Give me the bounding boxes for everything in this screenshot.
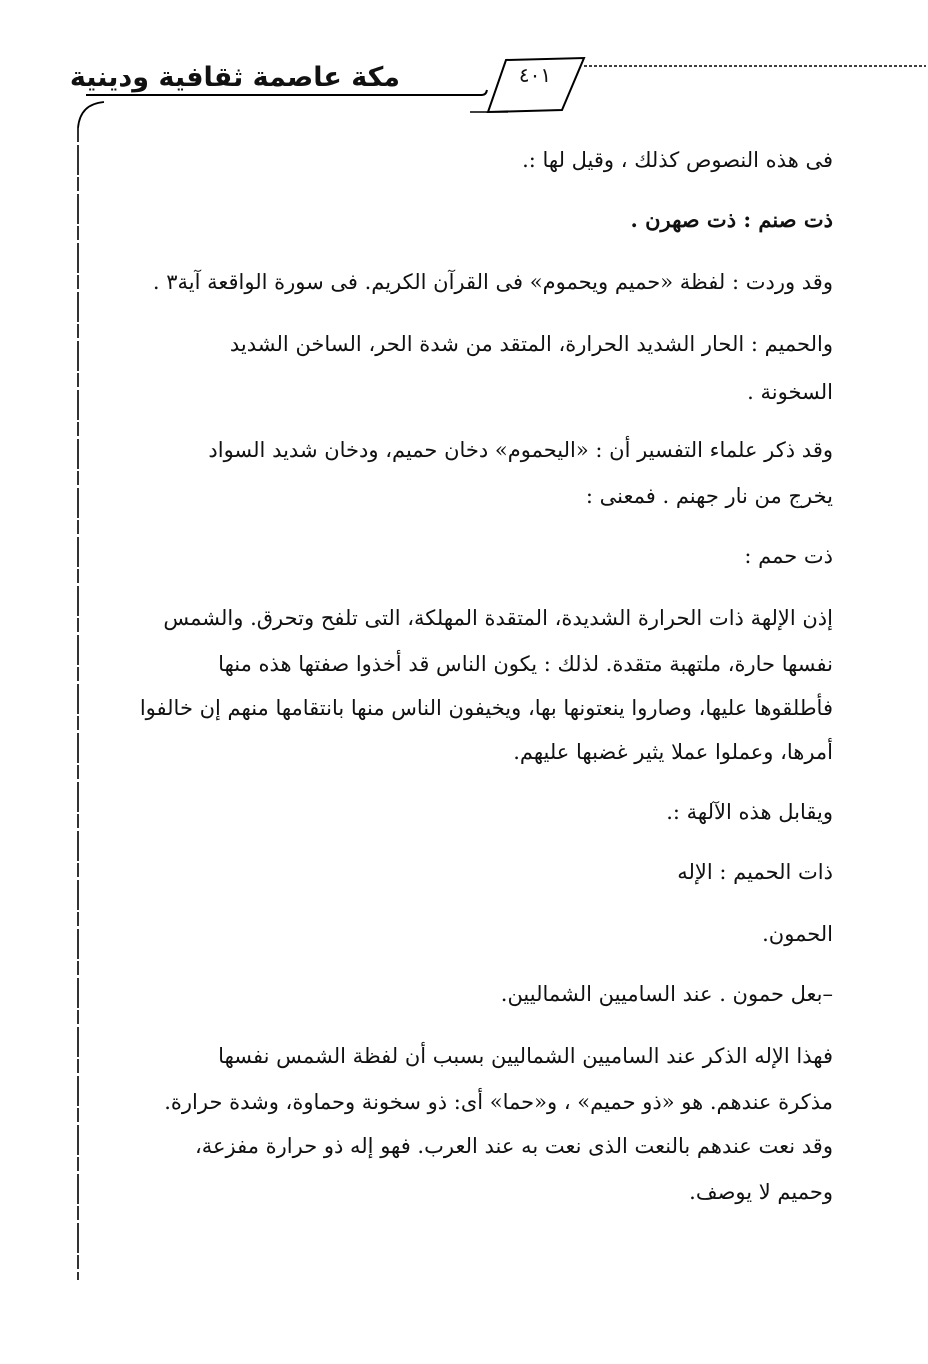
text-line-19: وقد نعت عندهم بالنعت الذى نعت به عند العرب. فهو إله ذو حرارة مفزعة، <box>194 1134 833 1158</box>
text-line-4: والحميم : الحار الشديد الحرارة، المتقد من شدة الحر، الساخن الشديد <box>229 332 833 356</box>
text-line-16: –بعل حمون . عند الساميين الشماليين. <box>500 982 833 1006</box>
page-number: ٤٠١ <box>518 63 552 87</box>
text-line-13: ويقابل هذه الآلهة :. <box>666 800 833 824</box>
text-line-6: وقد ذكر علماء التفسير أن : «اليحموم» دخان حميم، ودخان شديد السواد <box>208 438 833 462</box>
left-frame-corner <box>78 102 104 128</box>
text-line-2: ذت صنم : ذت صهرن . <box>630 207 833 232</box>
text-line-10: نفسها حارة، ملتهبة متقدة. لذلك : يكون الناس قد أخذوا صفتها هذه منها <box>218 652 833 676</box>
text-line-20: وحميم لا يوصف. <box>689 1180 833 1204</box>
text-line-12: أمرها، وعملوا عملا يثير غضبها عليهم. <box>513 740 833 764</box>
text-line-14: ذات الحميم : الإله <box>677 860 833 884</box>
text-line-9: إذن الإلهة ذات الحرارة الشديدة، المتقدة المهلكة، التى تلفح وتحرق. والشمس <box>163 606 833 630</box>
text-line-8: ذت حمم : <box>744 544 833 568</box>
book-title: مكة عاصمة ثقافية ودينية <box>69 62 400 93</box>
text-line-11: فأطلقوها عليها، وصاروا ينعتونها بها، ويخيفون الناس منها بانتقامها منهم إن خالفوا <box>139 696 833 720</box>
text-line-18: مذكرة عندهم. هو «ذو حميم» ، و«حما» أى: ذو سخونة وحماوة، وشدة حرارة. <box>164 1090 833 1114</box>
text-line-5: السخونة . <box>747 380 833 404</box>
text-line-15: الحمون. <box>762 922 833 946</box>
text-line-3: وقد وردت : لفظة «حميم ويحموم» فى القرآن الكريم. فى سورة الواقعة آية٣ . <box>152 270 833 294</box>
text-line-7: يخرج من نار جهنم . فمعنى : <box>585 484 833 508</box>
text-line-1: فى هذه النصوص كذلك ، وقيل لها :. <box>522 148 833 172</box>
text-line-17: فهذا الإله الذكر عند الساميين الشماليين بسبب أن لفظة الشمس نفسها <box>218 1044 833 1068</box>
